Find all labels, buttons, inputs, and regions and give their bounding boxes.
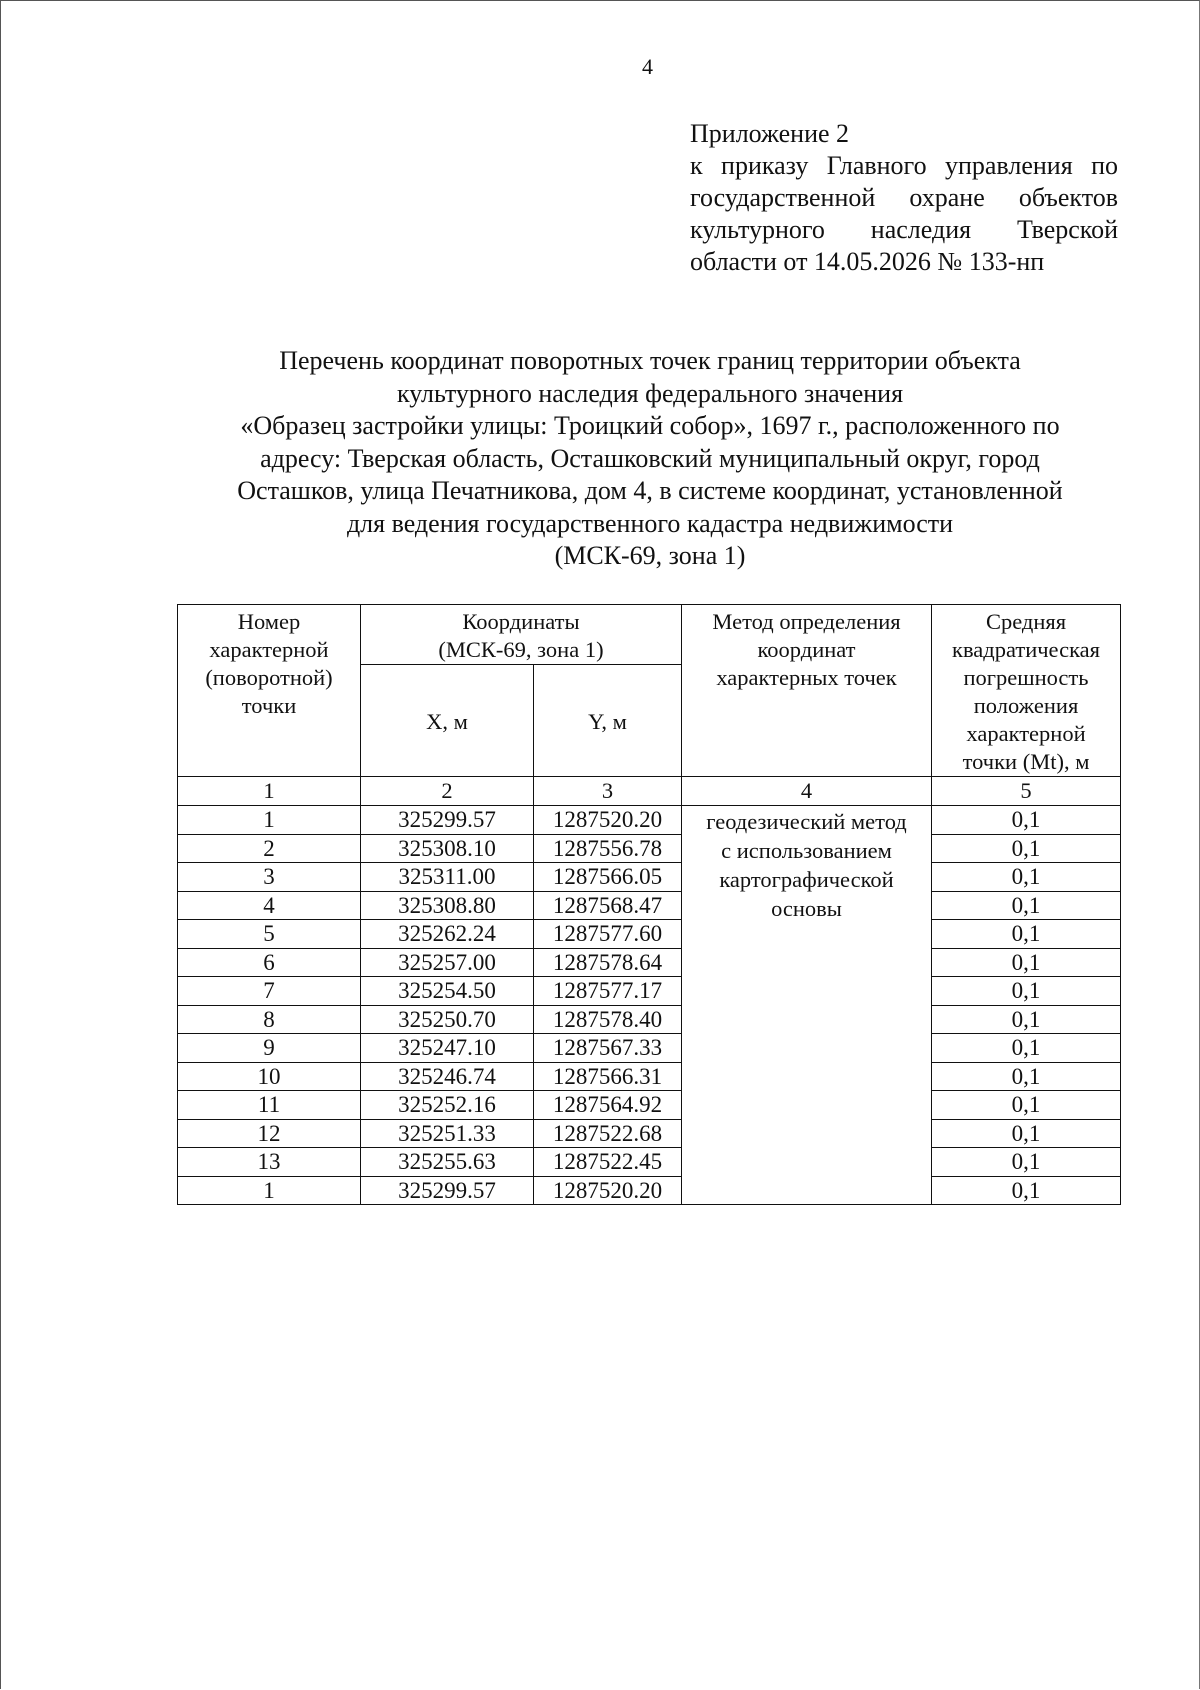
table-row (178, 891, 1121, 920)
cell-point: 13 (178, 1148, 361, 1177)
cell-y: 1287520.20 (534, 806, 682, 835)
cell-y: 1287578.40 (534, 1005, 682, 1034)
cell-y: 1287556.78 (534, 834, 682, 863)
cell-point: 5 (178, 920, 361, 949)
cell-point: 8 (178, 1005, 361, 1034)
title-line: культурного наследия федерального значения (396, 378, 904, 408)
cell-x: 325254.50 (361, 977, 534, 1006)
title-line: Осташков, улица Печатникова, дом 4, в системе координат, установленной (237, 476, 1063, 505)
cell-error: 0,1 (932, 920, 1121, 949)
appendix-line: к приказу Главного управления по (690, 151, 1118, 180)
cell-error: 0,1 (932, 891, 1121, 920)
cell-y: 1287522.68 (534, 1119, 682, 1148)
cell-error: 0,1 (932, 863, 1121, 892)
cell-error: 0,1 (932, 1091, 1121, 1120)
cell-y: 1287522.45 (534, 1148, 682, 1177)
cell-y: 1287577.17 (534, 977, 682, 1006)
cell-y: 1287520.20 (534, 1176, 682, 1205)
cell-point: 10 (178, 1062, 361, 1091)
cell-error: 0,1 (932, 1176, 1121, 1205)
table-row (178, 806, 1121, 835)
title-line: для ведения государственного кадастра недвижимости (346, 508, 954, 538)
table-row (178, 834, 1121, 863)
cell-error: 0,1 (932, 806, 1121, 835)
cell-x: 325246.74 (361, 1062, 534, 1091)
cell-x: 325308.80 (361, 891, 534, 920)
cell-point: 11 (178, 1091, 361, 1120)
cell-point: 2 (178, 834, 361, 863)
table-row (178, 1005, 1121, 1034)
header-x: X, м (361, 665, 534, 777)
header-coordinates: Координаты (МСК-69, зона 1) (361, 605, 682, 665)
column-number: 4 (682, 777, 932, 806)
cell-error: 0,1 (932, 1119, 1121, 1148)
cell-y: 1287577.60 (534, 920, 682, 949)
table-row (178, 948, 1121, 977)
table-row (178, 920, 1121, 949)
cell-x: 325252.16 (361, 1091, 534, 1120)
cell-error: 0,1 (932, 948, 1121, 977)
table-row (178, 863, 1121, 892)
cell-error: 0,1 (932, 1034, 1121, 1063)
table-row (178, 1148, 1121, 1177)
cell-point: 3 (178, 863, 361, 892)
cell-y: 1287578.64 (534, 948, 682, 977)
title-line: адресу: Тверская область, Осташковский муниципальный округ, город (260, 443, 1040, 473)
cell-error: 0,1 (932, 977, 1121, 1006)
cell-x: 325308.10 (361, 834, 534, 863)
table-row (178, 977, 1121, 1006)
title-line: Перечень координат поворотных точек границ территории объекта (279, 346, 1021, 375)
table-row (178, 1176, 1121, 1205)
cell-point: 6 (178, 948, 361, 977)
column-number: 1 (178, 777, 361, 806)
cell-y: 1287564.92 (534, 1091, 682, 1120)
cell-error: 0,1 (932, 834, 1121, 863)
table-row (178, 1091, 1121, 1120)
cell-y: 1287566.31 (534, 1062, 682, 1091)
cell-x: 325251.33 (361, 1119, 534, 1148)
column-number: 2 (361, 777, 534, 806)
cell-x: 325247.10 (361, 1034, 534, 1063)
table-row (178, 1034, 1121, 1063)
cell-x: 325262.24 (361, 920, 534, 949)
appendix-line: государственной охране объектов (690, 183, 1118, 212)
cell-method: геодезический метод с использованием картографической основы (682, 806, 932, 1205)
cell-y: 1287568.47 (534, 891, 682, 920)
coordinates-table (177, 604, 1121, 1205)
header-y: Y, м (534, 665, 682, 777)
cell-error: 0,1 (932, 1005, 1121, 1034)
cell-x: 325250.70 (361, 1005, 534, 1034)
page-number: 4 (642, 54, 653, 79)
cell-x: 325299.57 (361, 1176, 534, 1205)
header-method: Метод определения координат характерных точек (682, 605, 932, 777)
appendix-line: Приложение 2 (690, 119, 850, 148)
table-row (178, 1119, 1121, 1148)
cell-point: 7 (178, 977, 361, 1006)
cell-error: 0,1 (932, 1148, 1121, 1177)
header-point-number: Номер характерной (поворотной) точки (178, 605, 361, 777)
document-title (150, 345, 1150, 573)
appendix-block (690, 118, 1118, 278)
cell-error: 0,1 (932, 1062, 1121, 1091)
cell-y: 1287566.05 (534, 863, 682, 892)
cell-point: 1 (178, 1176, 361, 1205)
cell-x: 325257.00 (361, 948, 534, 977)
appendix-line: культурного наследия Тверской (690, 215, 1118, 244)
cell-point: 4 (178, 891, 361, 920)
appendix-line: области от 14.05.2026 № 133-нп (690, 247, 1045, 276)
cell-y: 1287567.33 (534, 1034, 682, 1063)
cell-point: 12 (178, 1119, 361, 1148)
column-number: 5 (932, 777, 1121, 806)
cell-point: 1 (178, 806, 361, 835)
cell-point: 9 (178, 1034, 361, 1063)
table-row (178, 1062, 1121, 1091)
cell-x: 325299.57 (361, 806, 534, 835)
title-line: «Образец застройки улицы: Троицкий собор», 1697 г., расположенного по (240, 411, 1060, 440)
cell-x: 325255.63 (361, 1148, 534, 1177)
cell-x: 325311.00 (361, 863, 534, 892)
title-line: (МСК-69, зона 1) (554, 541, 746, 570)
column-number: 3 (534, 777, 682, 806)
header-error: Средняя квадратическая погрешность положения характерной точки (Mt), м (932, 605, 1121, 777)
